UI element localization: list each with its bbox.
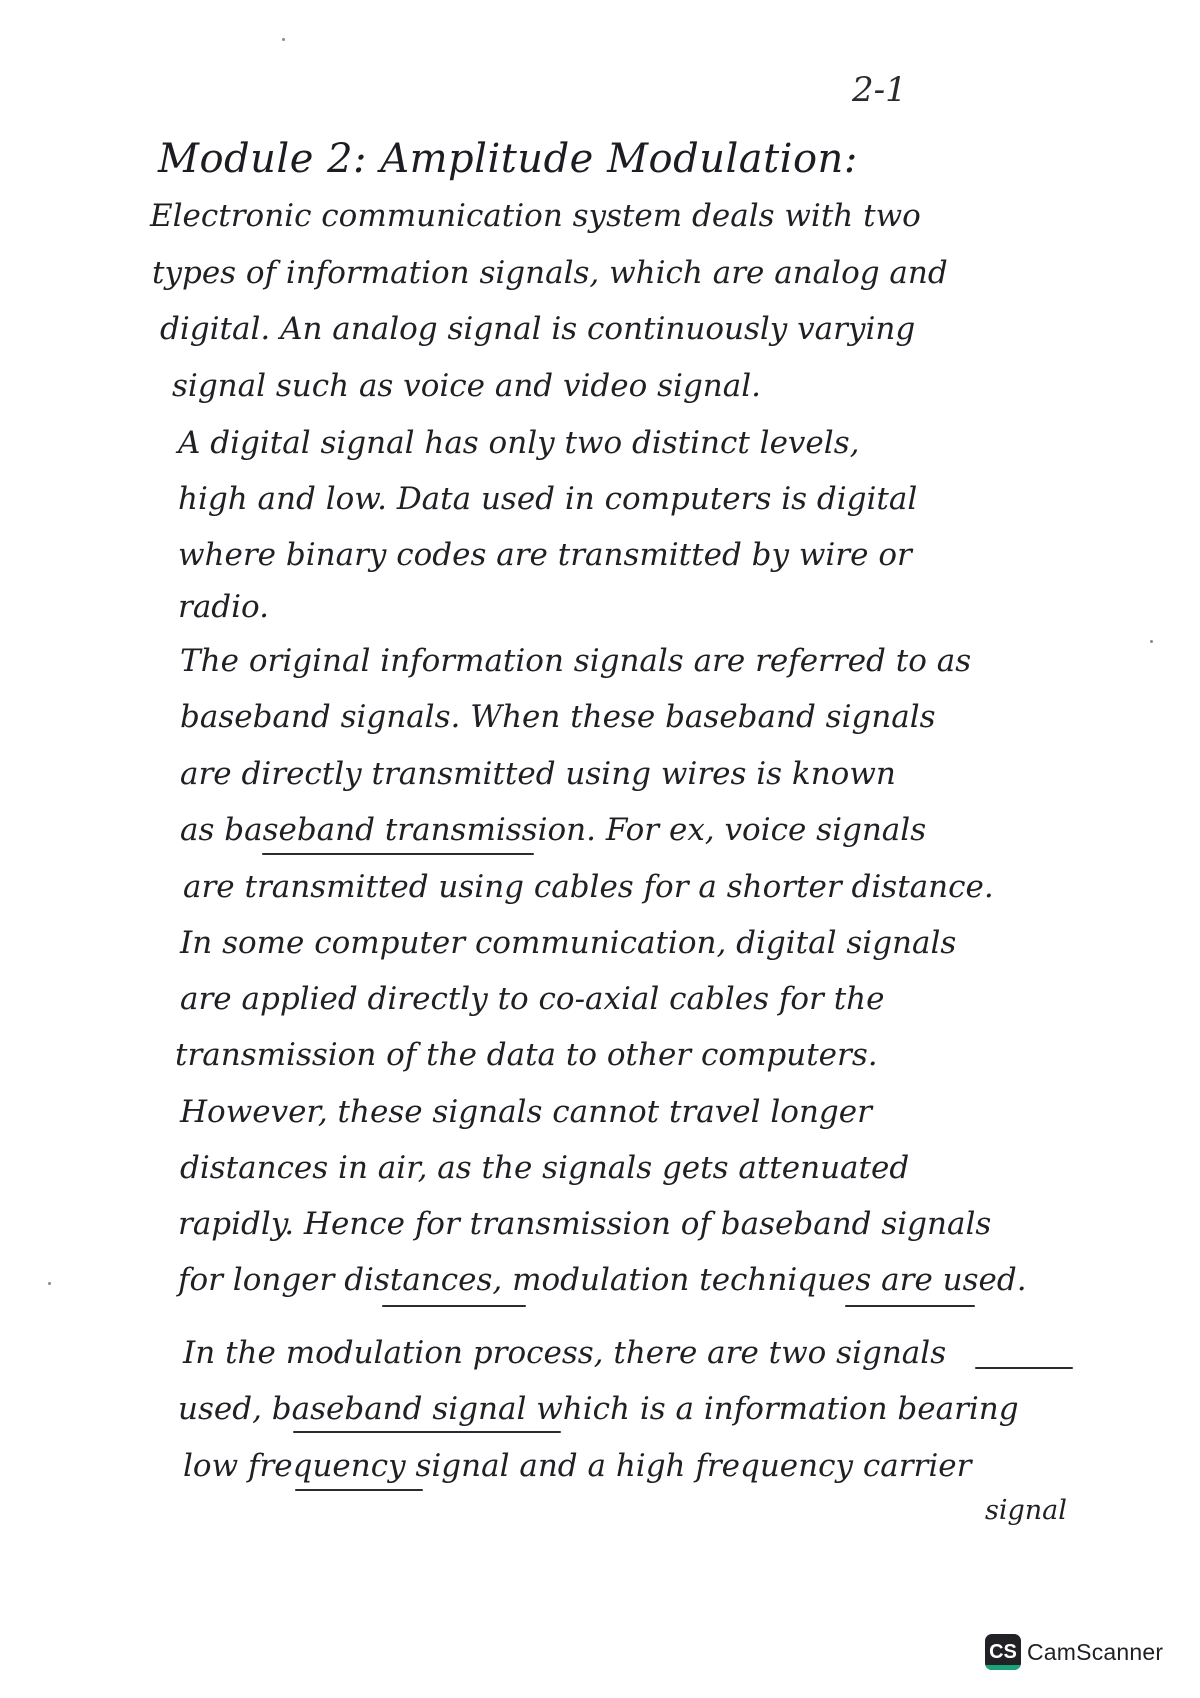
body-line: as baseband transmission. For ex, voice signals [180,812,927,848]
body-line: baseband signals. When these baseband signals [180,699,936,735]
body-line: high and low. Data used in computers is digital [178,481,918,517]
underline-frequency [295,1489,423,1491]
body-line: digital. An analog signal is continuously varying [160,311,916,347]
body-line: However, these signals cannot travel longer [180,1094,872,1130]
body-line: for longer distances, modulation techniques are used. [178,1262,1027,1298]
underline-techniques [845,1305,975,1307]
body-line: used, baseband signal which is a information bearing [178,1391,1019,1427]
scan-speck [48,1282,51,1285]
body-line: are applied directly to co-axial cables for the [180,981,885,1017]
body-line: are transmitted using cables for a shorter distance. [183,869,994,905]
underline-baseband-transmission [262,853,534,855]
body-line: signal [985,1495,1067,1526]
page-number: 2-1 [852,70,907,110]
scan-speck [282,38,285,41]
page-heading: Module 2: Amplitude Modulation: [158,136,858,182]
camscanner-brand-name: CamScanner [1027,1638,1164,1665]
body-line: The original information signals are referred to as [180,643,972,679]
body-line: types of information signals, which are analog and [152,255,948,291]
underline-baseband-signal [293,1431,561,1433]
body-line: transmission of the data to other computers. [175,1037,878,1073]
scan-speck [1150,640,1153,643]
body-line: distances in air, as the signals gets attenuated [180,1150,910,1186]
body-line: radio. [178,589,270,625]
body-line: Electronic communication system deals with two [150,198,921,234]
body-line: where binary codes are transmitted by wire or [178,537,912,573]
body-line: In some computer communication, digital signals [180,925,957,961]
underline-signals [975,1367,1073,1369]
underline-distances [382,1305,526,1307]
body-line: are directly transmitted using wires is known [180,756,896,792]
body-line: A digital signal has only two distinct levels, [178,425,860,461]
body-line: In the modulation process, there are two signals [183,1335,947,1371]
body-line: rapidly. Hence for transmission of baseband signals [178,1206,992,1242]
body-line: low frequency signal and a high frequency carrier [183,1448,972,1484]
camscanner-logo-icon: CS [985,1634,1021,1670]
camscanner-watermark [985,1634,1163,1670]
body-line: signal such as voice and video signal. [172,368,761,404]
